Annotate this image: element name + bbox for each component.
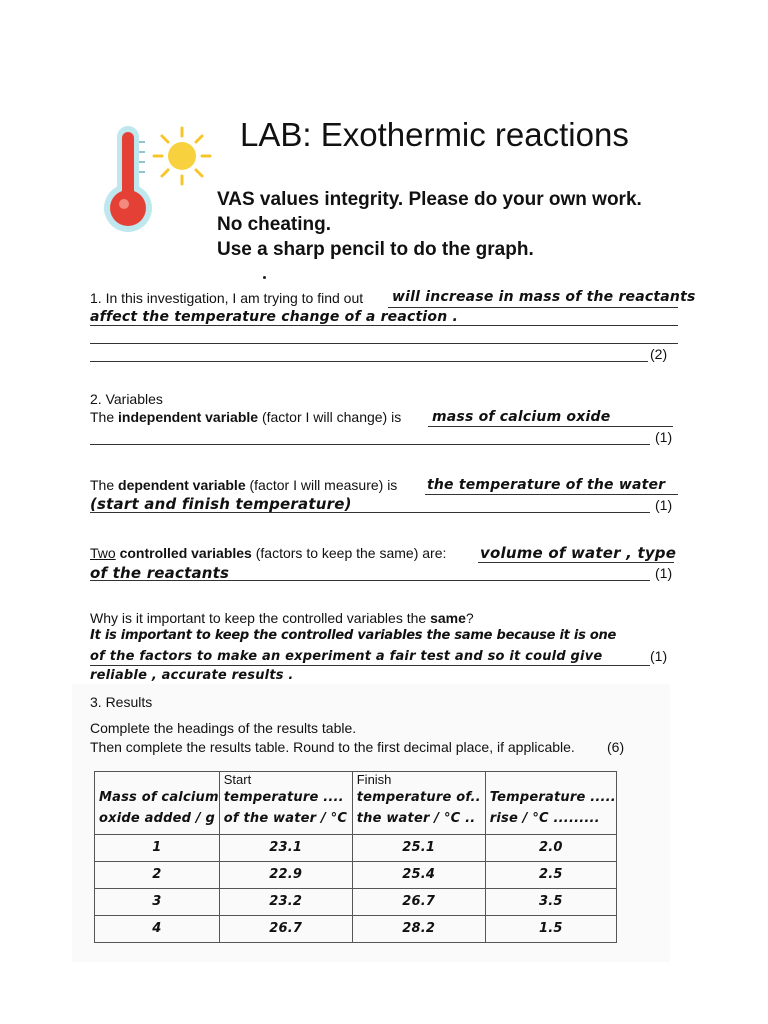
dv-label: The dependent variable (factor I will measure) is <box>90 477 398 493</box>
q2-heading: 2. Variables <box>90 391 163 407</box>
stray-dot <box>263 276 266 279</box>
why-answer-line1: It is important to keep the controlled variables the same because it is one <box>90 628 617 643</box>
dv-answer-line2: (start and finish temperature) <box>90 495 352 513</box>
header-mass: Mass of calcium oxide added / g <box>95 772 220 835</box>
cv-marks: (1) <box>655 565 673 581</box>
dv-marks: (1) <box>655 497 673 513</box>
results-heading: 3. Results <box>90 694 153 710</box>
table-header-row <box>95 772 617 835</box>
page-title: LAB: Exothermic reactions <box>240 116 629 153</box>
table-cell: 23.1 <box>219 835 352 862</box>
why-answer-line2: of the factors to make an experiment a fair test and so it could give <box>90 649 603 664</box>
table-cell: 1.5 <box>485 916 616 943</box>
results-instruction-2: Then complete the results table. Round to the first decimal place, if applicable. <box>90 739 575 755</box>
cv-label: Two controlled variables (factors to keep the same) are: <box>90 545 447 561</box>
table-cell: 26.7 <box>352 889 485 916</box>
q1-marks: (2) <box>650 346 668 362</box>
table-row <box>95 916 617 943</box>
iv-label: The independent variable (factor I will change) is <box>90 409 402 425</box>
table-row <box>95 862 617 889</box>
results-instruction-1: Complete the headings of the results table. <box>90 720 357 736</box>
notice-line: VAS values integrity. Please do your own work. <box>217 189 642 210</box>
table-cell: 26.7 <box>219 916 352 943</box>
table-cell: 2.5 <box>485 862 616 889</box>
thermometer-icon <box>104 126 152 232</box>
header-start-temp: Start temperature .... of the water / °C <box>219 772 352 835</box>
results-table <box>94 771 617 943</box>
why-label: Why is it important to keep the controlled variables the same? <box>90 610 474 626</box>
iv-marks: (1) <box>655 429 673 445</box>
iv-answer: mass of calcium oxide <box>432 409 611 425</box>
table-cell: 22.9 <box>219 862 352 889</box>
table-cell: 25.4 <box>352 862 485 889</box>
table-cell: 28.2 <box>352 916 485 943</box>
why-answer-line3: reliable , accurate results . <box>90 668 294 683</box>
table-cell: 3.5 <box>485 889 616 916</box>
cv-answer-line1: volume of water , type <box>480 544 677 562</box>
cv-answer-line2: of the reactants <box>90 564 230 582</box>
table-cell: 1 <box>95 835 220 862</box>
table-cell: 4 <box>95 916 220 943</box>
why-marks: (1) <box>650 648 668 664</box>
header-finish-temp: Finish temperature of.. the water / °C .. <box>352 772 485 835</box>
integrity-notice <box>217 187 642 262</box>
results-marks: (6) <box>607 739 625 755</box>
dv-answer-line1: the temperature of the water <box>427 477 666 493</box>
notice-line: No cheating. <box>217 214 332 235</box>
table-cell: 23.2 <box>219 889 352 916</box>
thermometer-sun-illustration <box>92 120 212 240</box>
sun-icon <box>154 128 210 184</box>
q1-prompt: 1. In this investigation, I am trying to find out <box>90 290 364 306</box>
header-temp-rise: Temperature ..... rise / °C ......... <box>485 772 616 835</box>
table-cell: 25.1 <box>352 835 485 862</box>
q1-answer-line1: will increase in mass of the reactants <box>392 289 696 305</box>
table-cell: 2 <box>95 862 220 889</box>
table-cell: 3 <box>95 889 220 916</box>
notice-line: Use a sharp pencil to do the graph. <box>217 239 534 260</box>
table-row <box>95 835 617 862</box>
table-row <box>95 889 617 916</box>
q1-answer-line2: affect the temperature change of a reaction . <box>90 309 458 325</box>
table-cell: 2.0 <box>485 835 616 862</box>
